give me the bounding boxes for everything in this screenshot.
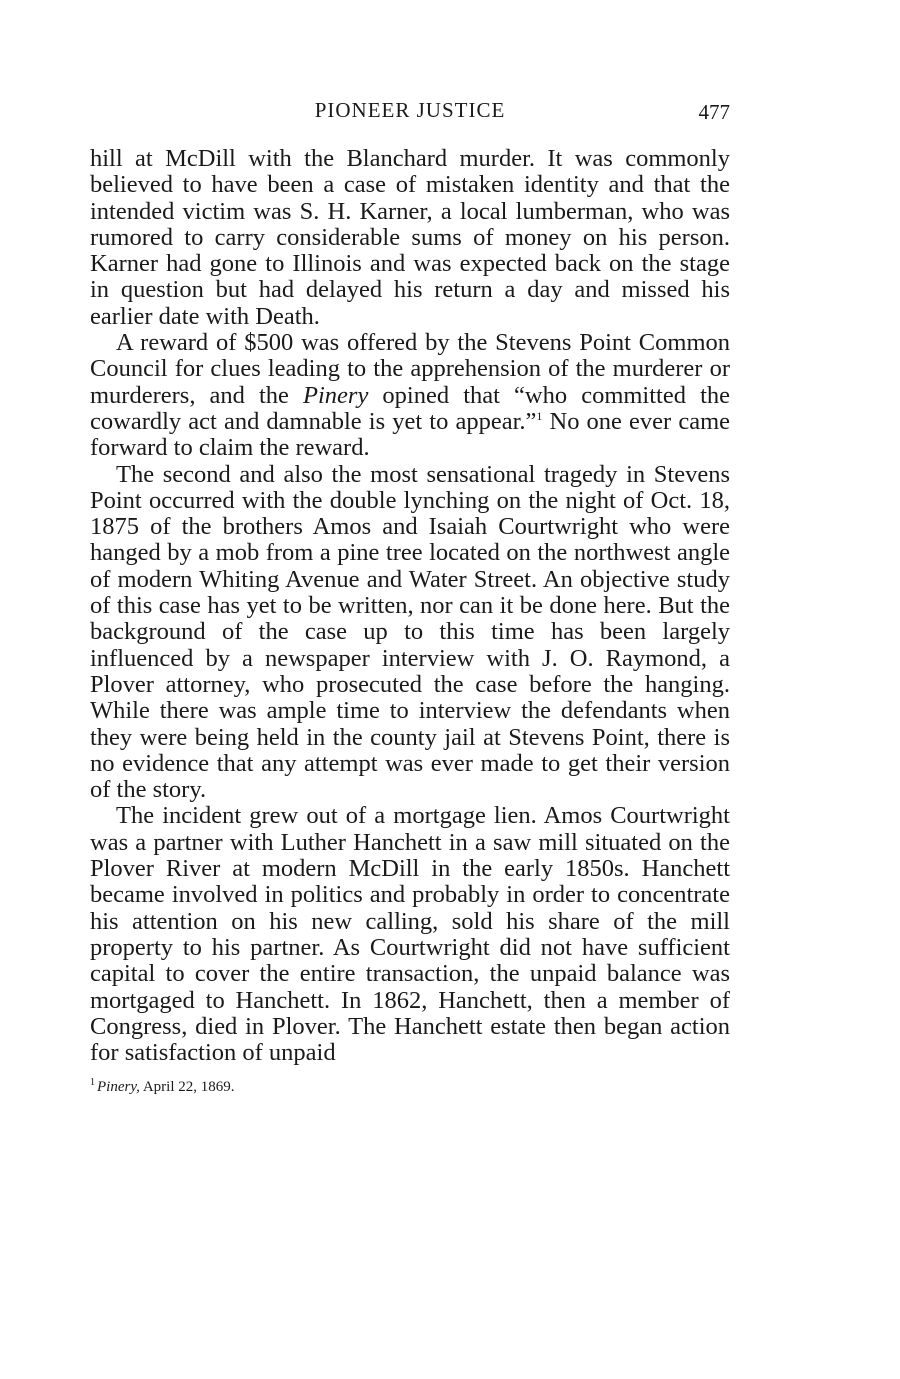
paragraph-reward-text-b: opined that “who committed the cowardly act and damnable is yet to appear.” — [90, 381, 731, 435]
footnote-source: Pinery, — [97, 1079, 140, 1096]
paragraph-lynching: The second and also the most sensational tragedy in Stevens Point occurred with the double lynching on the night of Oct. 18, 1875 of the brothers Amos and Isaiah Courtwright who were hanged by a mob from a pine tree located on the northwest angle of modern Whiting Avenue and Water Street. An objective study of this case has yet to be written, nor can it be done here. But the background of the case up to this time has been largely influenced by a newspaper interview with J. O. Raymond, a Plover attorney, who prosecuted the case before the hanging. While there was ample time to interview the defendants when they were being held in the county jail at Stevens Point, there is no evidence that any attempt was ever made to get their version of the story. — [90, 460, 730, 804]
body-text — [90, 146, 730, 1066]
running-head-title: PIONEER JUSTICE — [314, 98, 506, 122]
paragraph-continuation: hill at McDill with the Blanchard murder. It was commonly believed to have been a case of mistaken identity and that the intended victim was S. H. Karner, a local lumberman, who was rumored to carry considerable sums of money on his person. Karner had gone to Illinois and was expected back on the stage in question but had delayed his return a day and missed his earlier date with Death. — [90, 145, 730, 330]
paragraph-mortgage: The incident grew out of a mortgage lien. Amos Courtwright was a partner with Luther Hanchett in a saw mill situated on the Plover River at modern McDill in the early 1850s. Hanchett became involved in politics and probably in order to concentrate his attention on his new calling, sold his share of the mill property to his partner. As Courtwright did not have sufficient capital to cover the entire transaction, the unpaid balance was mortgaged to Hanchett. In 1862, Hanchett, then a member of Congress, died in Plover. The Hanchett estate then began action for satisfaction of unpaid — [90, 802, 730, 1067]
paragraph-reward-text-a: A reward of $500 was offered by the Stevens Point Common Council for clues leading to the apprehension of the murderer or murderers, and the — [90, 329, 730, 409]
newspaper-title-pinery: Pinery — [303, 381, 369, 409]
footnote-reference: 1 — [536, 408, 543, 423]
paragraph-reward-text-c: No one ever came forward to claim the reward. — [90, 407, 730, 462]
paragraph-reward — [90, 330, 730, 461]
page-number: 477 — [698, 100, 730, 124]
footnote-marker: 1 — [90, 1077, 95, 1089]
running-head — [90, 98, 730, 132]
book-page — [90, 98, 730, 1096]
footnote-date: April 22, 1869. — [139, 1079, 235, 1096]
footnote — [90, 1078, 730, 1096]
